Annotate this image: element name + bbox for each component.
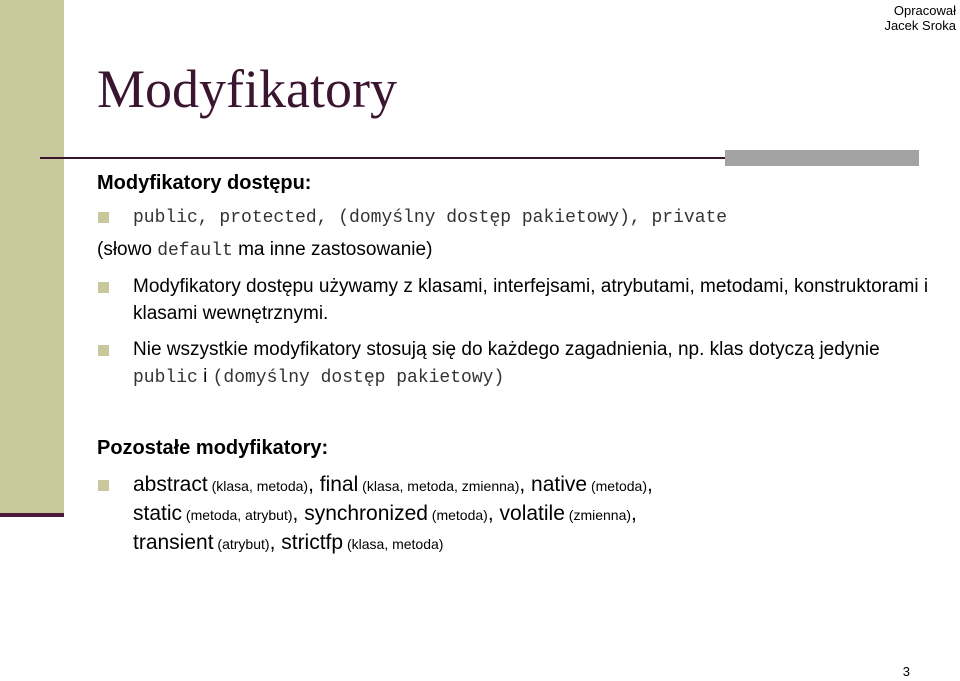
bullet-square-icon <box>98 212 109 223</box>
applicability-code1: public <box>133 368 198 388</box>
left-decor-bar <box>0 0 64 516</box>
bullet-other-modifiers <box>97 471 937 558</box>
note-suffix: ma inne zastosowanie) <box>232 239 433 260</box>
applicability-code2: (domyślny dostęp pakietowy) <box>212 368 505 388</box>
modifier-word: native <box>531 473 588 496</box>
title-rule <box>40 157 725 159</box>
modifier-separator: , <box>647 473 653 496</box>
modifier-word: strictfp <box>281 531 344 554</box>
author-line2: Jacek Sroka <box>884 18 956 33</box>
bullet-access-list <box>97 203 937 232</box>
bullet-applicability <box>97 336 937 392</box>
author-credit <box>884 3 956 33</box>
modifier-separator: , <box>519 473 532 496</box>
modifier-word: abstract <box>133 473 208 496</box>
left-decor-line <box>0 513 64 517</box>
modifier-separator: , <box>631 502 637 525</box>
author-line1: Opracował <box>893 3 956 18</box>
modifier-note: (metoda) <box>587 478 647 494</box>
modifier-note: (klasa, metoda) <box>207 478 309 494</box>
page-number: 3 <box>902 664 910 679</box>
modifier-note: (metoda, atrybut) <box>182 507 293 523</box>
default-note <box>97 236 937 265</box>
section-heading-other: Pozostałe modyfikatory: <box>97 437 329 459</box>
modifier-note: (atrybut) <box>213 536 270 552</box>
note-code: default <box>157 241 233 261</box>
modifier-word: final <box>319 473 359 496</box>
modifier-separator: , <box>308 473 320 496</box>
modifier-note: (klasa, metoda) <box>343 536 444 552</box>
modifier-word: volatile <box>499 502 565 525</box>
modifier-list <box>133 475 653 554</box>
bullet-square-icon <box>98 480 109 491</box>
section-heading-access: Modyfikatory dostępu: <box>97 172 312 194</box>
modifier-note: (zmienna) <box>564 507 632 523</box>
bullet-square-icon <box>98 282 109 293</box>
modifier-word: transient <box>133 531 214 554</box>
title-rule-gray-bar <box>725 150 919 166</box>
modifier-separator: , <box>292 502 305 525</box>
applicability-mid: i <box>197 366 213 387</box>
access-list-code: public, protected, (domyślny dostęp pakietowy), private <box>133 208 728 228</box>
note-prefix: (słowo <box>97 239 158 260</box>
slide-content <box>97 169 937 558</box>
modifier-note: (metoda) <box>427 507 488 523</box>
modifier-separator: , <box>487 502 500 525</box>
slide-title: Modyfikatory <box>97 59 397 119</box>
modifier-separator: , <box>269 531 282 554</box>
applicability-text: Nie wszystkie modyfikatory stosują się do każdego zagadnienia, np. klas dotyczą jedynie <box>133 339 880 360</box>
bullet-square-icon <box>98 345 109 356</box>
modifier-note: (klasa, metoda, zmienna) <box>358 478 520 494</box>
bullet-usage <box>97 273 937 327</box>
modifier-word: synchronized <box>304 502 428 525</box>
usage-text: Modyfikatory dostępu używamy z klasami, interfejsami, atrybutami, metodami, konstruktorami i klasami wewnętrznymi. <box>133 276 929 324</box>
modifier-word: static <box>133 502 183 525</box>
